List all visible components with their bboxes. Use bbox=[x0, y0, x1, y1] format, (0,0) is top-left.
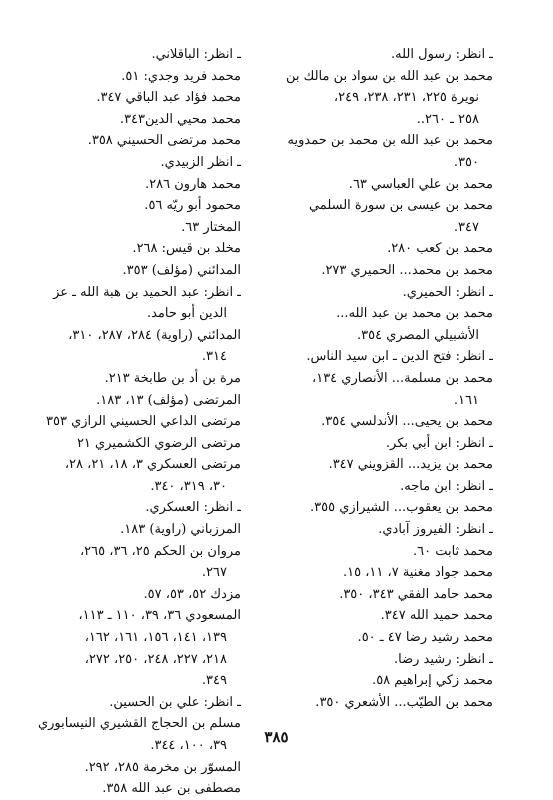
index-entry: محمد محيي الدين٣٤٣. bbox=[119, 111, 241, 127]
index-column-left bbox=[36, 44, 241, 800]
index-entry: محمد بن محمد بن عبد الله... bbox=[336, 306, 493, 322]
index-entry: محمد فريد وجدي: ٥١. bbox=[121, 68, 241, 84]
index-entry: مرتضى العسكري ٣، ١٨، ٢١، ٢٨، bbox=[64, 457, 241, 473]
index-column-right bbox=[253, 44, 493, 713]
index-entry-continuation: الأشبيلي المصري ٣٥٤. bbox=[357, 327, 479, 343]
index-entry: محمد بن كعب ٢٨٠. bbox=[387, 241, 493, 257]
index-entry: محمد بن عبد الله بن محمد بن حمدويه bbox=[287, 133, 493, 149]
index-entry-continuation: ٣٠، ٣١٩، ٣٤٠. bbox=[150, 478, 227, 494]
index-entry-continuation: ٣٤٧. bbox=[453, 219, 479, 235]
index-entry: محمد زكي إبراهيم ٥٨. bbox=[372, 673, 493, 689]
index-entry: المسوّر بن مخرمة ٢٨٥، ٢٩٢. bbox=[84, 759, 241, 775]
index-entry: المختار ٦٣. bbox=[181, 219, 241, 235]
index-entry: ـ انظر: العسكري. bbox=[145, 500, 241, 516]
index-entry-continuation: ٢١٨، ٢٢٧، ٢٤٨، ٢٥٠، ٢٧٢، bbox=[84, 651, 227, 667]
index-entry-continuation: ٣٥٠. bbox=[453, 154, 479, 170]
index-entry-continuation: الدين أبو حامد. bbox=[146, 306, 227, 322]
index-entry-continuation: ١٦١. bbox=[453, 392, 479, 408]
index-entry: محمد بن علي العباسي ٦٣. bbox=[348, 176, 493, 192]
index-entry: مروان بن الحكم ٢٥، ٣٦، ٢٦٥، bbox=[79, 543, 241, 559]
index-entry: محمد حامد الفقي ٣٤٣، ٣٥٠. bbox=[339, 586, 493, 602]
index-entry: مرتضى الرضوي الكشميري ٢١ bbox=[76, 435, 241, 451]
index-entry: محمد بن عبد الله بن سواد بن مالك بن bbox=[285, 68, 493, 84]
index-entry: محمد بن يزيد... القزويني ٣٤٧. bbox=[328, 457, 493, 473]
index-entry: مرتضى الداعي الحسيني الرازي ٣٥٣ bbox=[46, 414, 241, 430]
index-entry: المرتضى (مؤلف) ١٣، ١٨٣. bbox=[96, 392, 241, 408]
index-entry: محمد بن عيسى بن سورة السلمي bbox=[308, 198, 493, 214]
index-entry: محمد بن يعقوب... الشيرازي ٣٥٥. bbox=[310, 500, 493, 516]
index-entry: ـ انظر: عبد الحميد بن هبة الله ـ عز bbox=[53, 284, 241, 300]
index-entry: المدائني (مؤلف) ٣٥٣. bbox=[122, 262, 241, 278]
index-entry: ـ انظر: الباقلاني. bbox=[151, 47, 241, 62]
index-entry-continuation: ١٣٩، ١٤١، ١٥٦، ١٦١، ١٦٢، bbox=[84, 630, 227, 646]
index-entry-continuation: ٣٩، ١٠٠، ٣٤٤. bbox=[150, 738, 227, 753]
page-number: ٣٨٥ bbox=[264, 728, 289, 746]
index-entry: ـ انظر: ابن أبي بكر. bbox=[385, 435, 493, 451]
index-entry-continuation: ٣١٤. bbox=[201, 349, 227, 365]
index-entry-continuation: ٢٦٧. bbox=[201, 565, 227, 581]
index-entry: ـ انظر: الفيروز آبادي. bbox=[378, 522, 493, 538]
index-entry: ـ انظر الزبيدي. bbox=[160, 154, 241, 170]
index-entry: محمد بن يحيى... الأندلسي ٣٥٤. bbox=[321, 414, 493, 430]
index-entry: محمد مرتضى الحسيني ٣٥٨. bbox=[87, 133, 241, 149]
index-entry: ـ انظر: فتح الدين ـ ابن سيد الناس. bbox=[306, 349, 493, 365]
index-entry: المدائني (راوية) ٢٨٤، ٢٨٧، ٣١٠، bbox=[68, 327, 241, 343]
index-entry: مرة بن أد بن طابخة ٢١٣. bbox=[104, 370, 241, 386]
index-entry: المرزباني (راوية) ١٨٣. bbox=[120, 522, 241, 538]
index-entry: مخلد بن قيس: ٢٦٨. bbox=[132, 241, 241, 257]
index-entry: محمد ثابت ٦٠. bbox=[412, 543, 493, 559]
index-entry: ـ انظر: ابن ماجه. bbox=[400, 478, 493, 494]
index-entry: محمد جواد مغنية ٧، ١١، ١٥. bbox=[342, 565, 493, 581]
index-entry: محمد رشيد رضا ٤٧ ـ ٥٠. bbox=[357, 630, 493, 646]
index-entry: ـ انظر: الحميري. bbox=[402, 284, 493, 300]
index-entry-continuation: ٢٥٨ ـ ٢٦٠.. bbox=[416, 111, 479, 127]
index-entry: مزدك ٥٢، ٥٣، ٥٧. bbox=[143, 586, 241, 602]
index-entry: محمد بن محمد... الحميري ٢٧٣. bbox=[321, 262, 493, 278]
index-entry: محمود أبو ريّه ٥٦. bbox=[144, 198, 241, 214]
index-entry: مسلم بن الحجاج القشيري النيسابوري bbox=[37, 716, 241, 732]
index-entry: ـ انظر: علي بن الحسين. bbox=[109, 694, 241, 710]
index-entry: محمد فؤاد عبد الباقي ٣٤٧. bbox=[96, 90, 241, 106]
index-entry: المسعودي ٣٦، ٣٩، ١١٠ ـ ١١٣، bbox=[78, 608, 241, 624]
index-entry: محمد بن مسلمة... الأنصاري ١٣٤، bbox=[312, 370, 493, 386]
index-entry: ـ انظر: رشيد رضا. bbox=[394, 651, 493, 667]
index-entry-continuation: ٣٤٩. bbox=[201, 673, 227, 689]
index-entry: محمد بن الطيّب... الأشعري ٣٥٠. bbox=[315, 694, 493, 710]
index-entry: ـ انظر: رسول الله. bbox=[391, 47, 493, 62]
index-entry: مصطفى بن عبد الله ٣٥٨. bbox=[102, 781, 241, 797]
index-entry-continuation: نويرة ٢٢٥، ٢٣١، ٢٣٨، ٢٤٩، bbox=[333, 90, 479, 106]
index-entry: محمد هارون ٢٨٦. bbox=[145, 176, 241, 192]
index-entry: محمد حميد الله ٣٤٧. bbox=[380, 608, 493, 624]
